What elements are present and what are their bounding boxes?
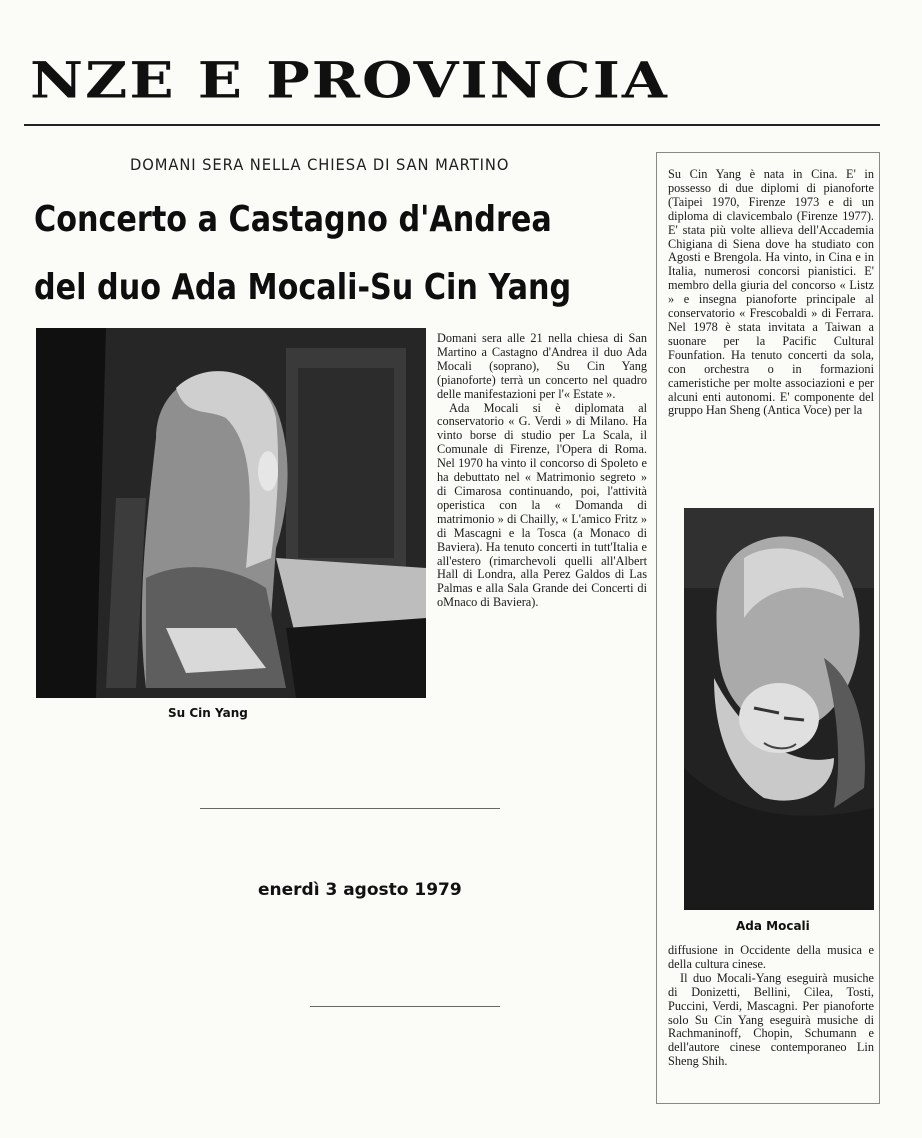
caption-su-cin-yang: Su Cin Yang	[168, 706, 248, 720]
paragraph: Il duo Mocali-Yang eseguirà musiche di Donizetti, Bellini, Cilea, Tosti, Puccini, Verdi, Mascagni. Per pianoforte solo Su Cin Yang eseguirà musiche di Rachmaninoff, Chopin, Schumann e dell'autore cinese contemporaneo Lin Sheng Shih.	[668, 970, 874, 1069]
article-column-right-bottom	[668, 944, 874, 1094]
headline-line-2: del duo Ada Mocali-Su Cin Yang	[34, 267, 572, 308]
photo-ada-mocali	[684, 508, 874, 910]
headline-line-1: Concerto a Castagno d'Andrea	[34, 199, 552, 240]
dateline: enerdì 3 agosto 1979	[258, 880, 462, 900]
kicker: DOMANI SERA NELLA CHIESA DI SAN MARTINO	[130, 155, 510, 174]
masthead-rule	[24, 124, 880, 126]
paragraph: Su Cin Yang è nata in Cina. E' in possesso di due diplomi di pianoforte (Taipei 1970, Firenze 1973 e di un diploma di clavicembalo (Firenze 1977). E' stata più volte allieva dell'Accademia Chigiana di Siena dove ha studiato con Agosti e Brengola. Ha vinto, in Cina e in Italia, numerosi concorsi pianistici. E' membro della giuria del concorso « Listz » e insegna pianoforte principale al conservatorio « Frescobaldi » di Ferrara. Nel 1978 è stata invitata a Taiwan a suonare per la Pacific Cultural Founfation. Ha tenuto concerti da sola, con orchestra o in formazioni cameristiche per molte associazioni e per alcuni enti autonomi. E' componente del gruppo Han Sheng (Antica Voce) per la	[668, 168, 874, 418]
caption-ada-mocali: Ada Mocali	[736, 919, 810, 933]
paragraph: Domani sera alle 21 nella chiesa di San Martino a Castagno d'Andrea il duo Ada Mocali (soprano), Su Cin Yang (pianoforte) terrà un concerto nel quadro delle manifestazioni per l'« Estate ».	[437, 332, 647, 401]
paragraph: Ada Mocali si è diplomata al conservatorio « G. Verdi » di Milano. Ha vinto borse di studio per La Scala, il Comunale di Firenze, l'Opera di Roma. Nel 1970 ha vinto il concorso di Spoleto e ha debuttato nel « Matrimonio segreto » di Cimarosa continuando, poi, l'attività operistica con la « Domanda di matrimonio » di Chailly, « L'amico Fritz » di Mascagni e la Tosca (a Monaco di Baviera). Ha tenuto concerti in tutt'Italia e all'estero (rimarchevoli quelli all'Albert Hall di Londra, alla Perez Galdos di Las Palmas e alla Sala Grande dei Concerti di oMnaco di Baviera).	[437, 400, 647, 610]
dateline-rule-top	[200, 808, 500, 809]
masthead: NZE E PROVINCIA	[30, 50, 669, 110]
article-column-middle	[437, 332, 647, 712]
paragraph: diffusione in Occidente della musica e della cultura cinese.	[668, 944, 874, 971]
photo-su-cin-yang	[36, 328, 426, 698]
dateline-rule-bottom	[310, 1006, 500, 1007]
article-column-right-top	[668, 168, 874, 498]
